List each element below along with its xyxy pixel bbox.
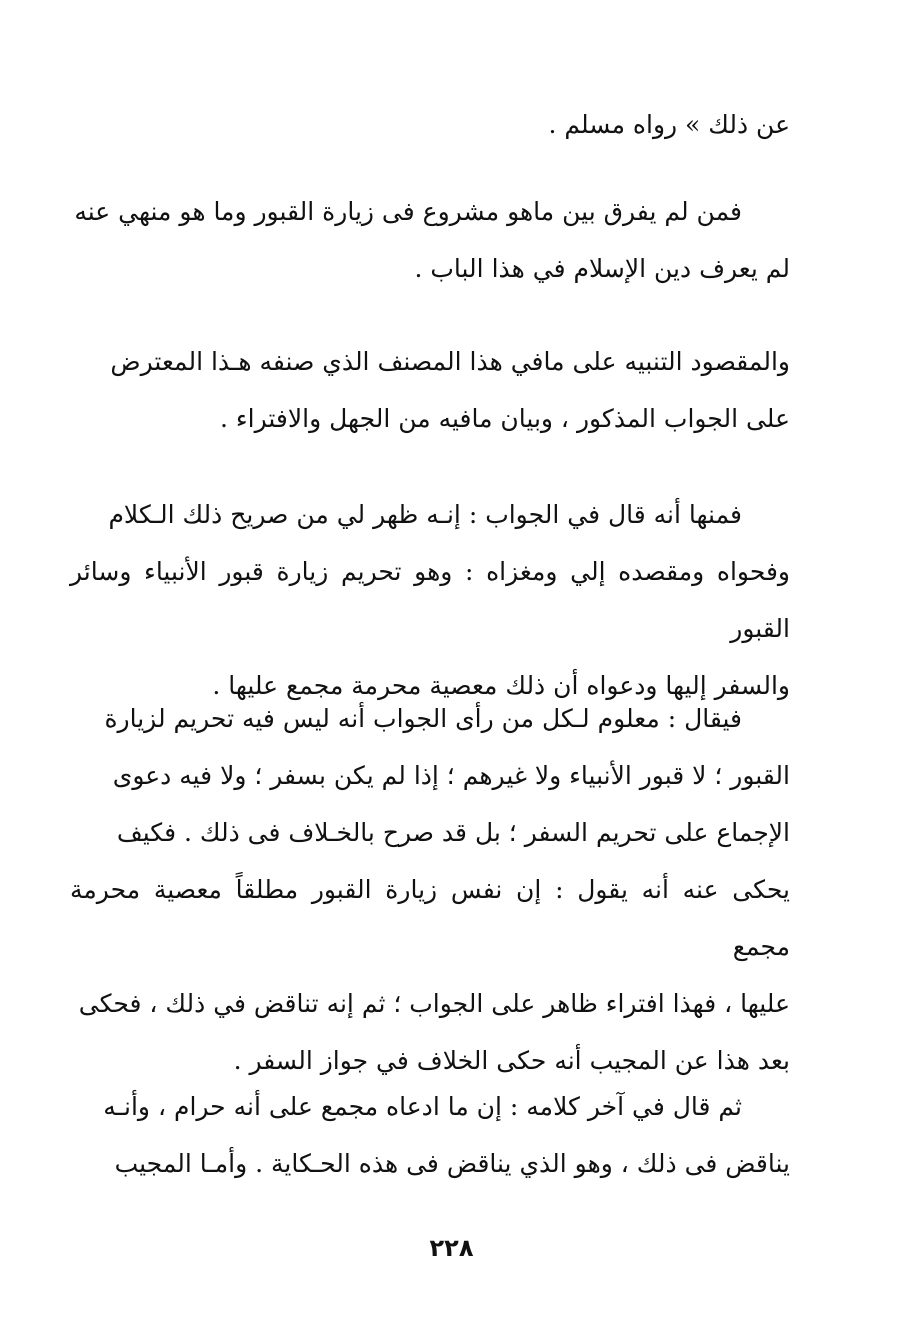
text-line: لم يعرف دين الإسلام في هذا الباب . (414, 254, 790, 283)
text-line: القبور ؛ لا قبور الأنبياء ولا غيرهم ؛ إذا لم يكن بسفر ؛ ولا فيه دعوى (112, 761, 790, 790)
paragraph-2 (70, 183, 790, 297)
paragraph-5 (70, 690, 790, 1089)
text-line: على الجواب المذكور ، وبيان مافيه من الجهل والافتراء . (220, 404, 790, 433)
paragraph-6 (70, 1078, 790, 1192)
text-line: عليها ، فهذا افتراء ظاهر على الجواب ؛ ثم إنه تناقض في ذلك ، فحكى (78, 989, 790, 1018)
text-line: فيقال : معلوم لـكل من رأى الجواب أنه ليس فيه تحريم لزيارة (104, 704, 742, 733)
text-line: بعد هذا عن المجيب أنه حكى الخلاف في جواز السفر . (233, 1046, 790, 1075)
text-line: والسفر إليها ودعواه أن ذلك معصية محرمة مجمع عليها . (212, 671, 790, 700)
page-number: ٢٢٨ (429, 1234, 474, 1262)
paragraph-3 (70, 333, 790, 447)
text-line: والمقصود التنبيه على مافي هذا المصنف الذي صنفه هـذا المعترض (110, 347, 790, 376)
text-line: يحكى عنه أنه يقول : إن نفس زيارة القبور مطلقاً معصية محرمة مجمع (70, 875, 790, 961)
text-line: يناقض فى ذلك ، وهو الذي يناقض فى هذه الحـكاية . وأمـا المجيب (114, 1149, 790, 1178)
text-line: وفحواه ومقصده إلي ومغزاه : وهو تحريم زيارة قبور الأنبياء وسائر القبور (70, 557, 790, 643)
text-line: ثم قال في آخر كلامه : إن ما ادعاه مجمع على أنه حرام ، وأنـه (103, 1092, 742, 1121)
text-line: الإجماع على تحريم السفر ؛ بل قد صرح بالخـلاف فى ذلك . فكيف (116, 818, 790, 847)
paragraph-1 (70, 96, 790, 153)
text-line: فمنها أنه قال في الجواب : إنـه ظهر لي من صريح ذلك الـكلام (108, 500, 742, 529)
text-line: فمن لم يفرق بين ماهو مشروع فى زيارة القبور وما هو منهي عنه (74, 197, 742, 226)
paragraph-4 (70, 486, 790, 714)
text-line: عن ذلك » رواه مسلم . (548, 110, 790, 139)
